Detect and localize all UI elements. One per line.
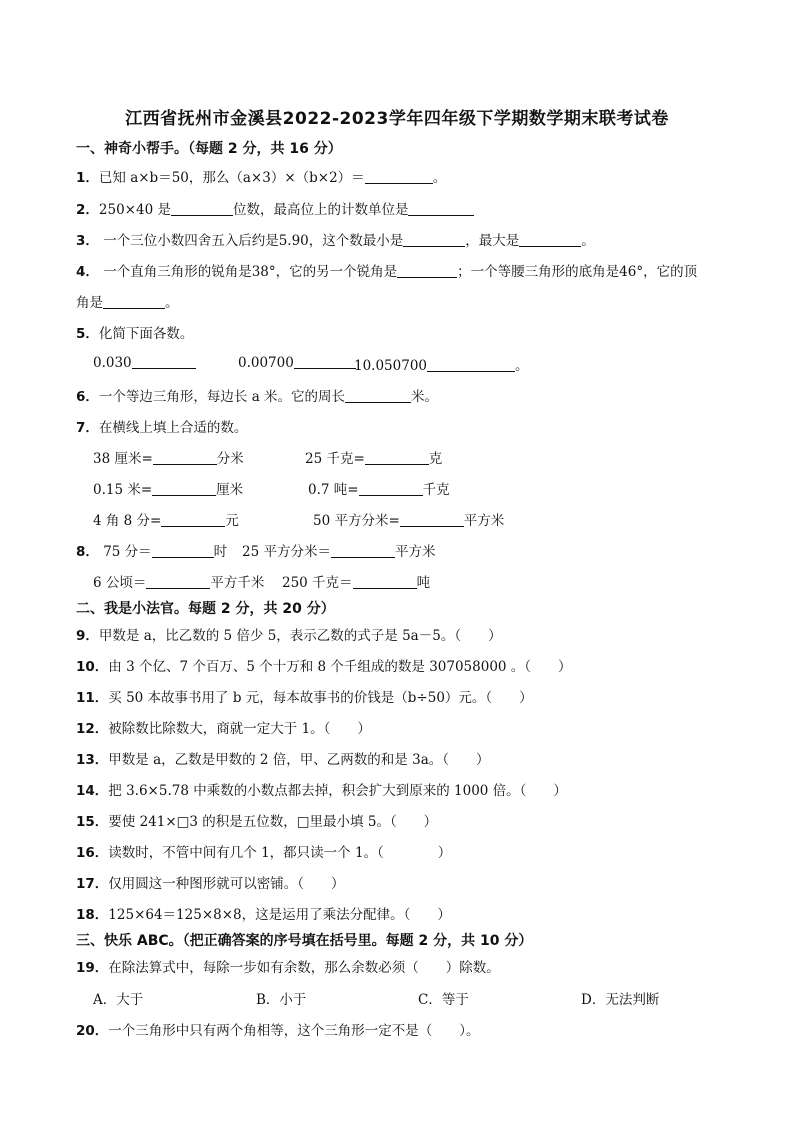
answer-blank[interactable] — [171, 201, 233, 216]
question-text: 位数，最高位上的计数单位是 — [232, 202, 409, 218]
item-value: 。 — [515, 358, 529, 374]
question-11 — [76, 686, 533, 706]
answer-blank[interactable] — [403, 232, 465, 247]
question-text: 。 — [432, 170, 447, 186]
q7-item — [93, 509, 239, 529]
question-number: 2． — [76, 202, 99, 218]
question-text: 由 3 个亿、7 个百万、5 个十万和 8 个千组成的数是 307058000 。（ ） — [108, 659, 572, 675]
question-text: 一个三角形中只有两个角相等，这个三角形一定不是（ ）。 — [108, 1023, 480, 1039]
q5-item-1 — [93, 354, 196, 371]
question-number: 12． — [76, 721, 109, 737]
option-a[interactable]: A．大于 — [93, 992, 144, 1008]
exam-title: 江西省抚州市金溪县2022-2023学年四年级下学期数学期末联考试卷 — [125, 109, 669, 129]
question-5 — [76, 322, 193, 342]
question-number: 10． — [76, 659, 109, 675]
question-17 — [76, 872, 345, 892]
question-text: 米。 — [411, 389, 439, 405]
item-text: 平方米 — [394, 544, 436, 560]
answer-blank[interactable] — [353, 574, 417, 589]
q7-item — [305, 447, 442, 467]
item-text: 38 厘米= — [93, 451, 153, 467]
question-number: 19． — [76, 960, 109, 976]
question-text: ；一个等腰三角形的底角是46°，它的顶 — [457, 264, 698, 280]
item-text: 75 分＝ — [98, 544, 152, 560]
question-text: 已知 a×b＝50，那么（a×3）×（b×2）＝ — [98, 170, 365, 186]
question-number: 11． — [76, 690, 109, 706]
question-number: 14． — [76, 783, 109, 799]
question-text: 一个等边三角形，每边长 a 米。它的周长 — [98, 389, 346, 405]
question-number: 20． — [76, 1023, 109, 1039]
item-text: 50 平方分米= — [313, 513, 400, 529]
question-number: 13． — [76, 752, 109, 768]
question-text: 一个三位小数四舍五入后约是5.90，这个数最小是 — [98, 233, 404, 249]
question-20 — [76, 1019, 480, 1039]
item-value: 0.00700 — [238, 355, 294, 371]
q8-item — [282, 571, 430, 591]
section-2-heading: 二、我是小法官。每题 2 分，共 20 分） — [76, 601, 335, 617]
question-number: 9． — [76, 628, 99, 644]
question-14 — [76, 779, 567, 799]
question-number: 8． — [76, 544, 99, 560]
answer-blank[interactable] — [146, 574, 210, 589]
answer-blank[interactable] — [519, 232, 581, 247]
answer-blank[interactable] — [427, 357, 515, 372]
question-12 — [76, 717, 371, 737]
question-text: 250×40 是 — [98, 202, 171, 218]
question-number: 6． — [76, 389, 99, 405]
item-text: 厘米 — [216, 482, 244, 498]
q7-item — [308, 478, 450, 498]
item-text: 平方米 — [463, 513, 505, 529]
question-text: 被除数比除数大，商就一定大于 1。（ ） — [108, 721, 371, 737]
section-3-heading: 三、快乐 ABC。（把正确答案的序号填在括号里。每题 2 分，共 10 分） — [76, 933, 533, 949]
answer-blank[interactable] — [345, 388, 411, 403]
item-text: 4 角 8 分= — [93, 513, 162, 529]
q8-item — [93, 571, 264, 591]
q8-item — [242, 540, 435, 560]
answer-blank[interactable] — [397, 263, 457, 278]
item-value: 10.050700 — [354, 358, 428, 374]
answer-blank[interactable] — [152, 481, 216, 496]
question-text: 。 — [165, 295, 179, 311]
question-number: 15． — [76, 814, 109, 830]
question-number: 4． — [76, 264, 99, 280]
question-text: 化简下面各数。 — [98, 326, 194, 342]
item-text: 时 — [213, 544, 228, 560]
item-text: 吨 — [416, 575, 431, 591]
question-19 — [76, 956, 500, 976]
question-3 — [76, 229, 595, 249]
item-text: 克 — [428, 451, 443, 467]
section-1-heading: 一、神奇小帮手。（每题 2 分，共 16 分） — [76, 141, 342, 157]
question-2 — [76, 198, 474, 218]
question-text: 在除法算式中，每除一步如有余数，那么余数必须（ ）除数。 — [108, 960, 500, 976]
question-text: 读数时，不管中间有几个 1，都只读一个 1。（ ） — [108, 845, 452, 861]
q5-item-2 — [238, 354, 356, 371]
item-text: 0.7 吨= — [308, 482, 359, 498]
item-text: 250 千克＝ — [282, 575, 353, 591]
question-text: 。 — [581, 233, 595, 249]
question-9 — [76, 624, 502, 644]
answer-blank[interactable] — [365, 169, 433, 184]
question-number: 3． — [76, 233, 99, 249]
question-text: 要使 241×□3 的积是五位数，□里最小填 5。（ ） — [108, 814, 438, 830]
question-15 — [76, 810, 437, 830]
question-8 — [76, 540, 227, 560]
question-13 — [76, 748, 490, 768]
question-text: 仅用圆这一种图形就可以密铺。（ ） — [108, 876, 345, 892]
item-text: 分米 — [216, 451, 244, 467]
answer-blank[interactable] — [294, 354, 356, 369]
answer-blank[interactable] — [161, 512, 225, 527]
answer-blank[interactable] — [365, 450, 429, 465]
question-text: 125×64＝125×8×8，这是运用了乘法分配律。（ ） — [108, 907, 451, 923]
option-b[interactable]: B．小于 — [256, 992, 307, 1008]
question-number: 18． — [76, 907, 109, 923]
item-value: 0.030 — [93, 355, 132, 371]
question-4 — [76, 260, 697, 280]
item-text: 25 千克= — [305, 451, 365, 467]
question-text: 一个直角三角形的锐角是38°，它的另一个锐角是 — [98, 264, 398, 280]
question-text: ，最大是 — [465, 233, 520, 249]
question-4-cont — [76, 291, 179, 311]
question-1 — [76, 166, 446, 186]
answer-blank[interactable] — [359, 481, 423, 496]
item-text: 千克 — [422, 482, 450, 498]
question-16 — [76, 841, 451, 861]
answer-blank[interactable] — [331, 543, 395, 558]
question-text: 角是 — [76, 295, 103, 311]
answer-blank[interactable] — [132, 354, 196, 369]
answer-blank[interactable] — [153, 450, 217, 465]
answer-blank[interactable] — [103, 294, 165, 309]
question-number: 7． — [76, 420, 99, 436]
answer-blank[interactable] — [152, 543, 214, 558]
question-text: 买 50 本故事书用了 b 元，每本故事书的价钱是（b÷50）元。（ ） — [108, 690, 533, 706]
question-text: 甲数是 a，比乙数的 5 倍少 5，表示乙数的式子是 5a－5。（ ） — [98, 628, 502, 644]
question-number: 1． — [76, 170, 99, 186]
option-c[interactable]: C．等于 — [418, 992, 469, 1008]
question-number: 17． — [76, 876, 109, 892]
question-6 — [76, 385, 438, 405]
q7-item — [313, 509, 504, 529]
item-text: 元 — [225, 513, 239, 529]
question-text: 在横线上填上合适的数。 — [98, 420, 248, 436]
question-10 — [76, 655, 572, 675]
question-text: 把 3.6×5.78 中乘数的小数点都去掉，积会扩大到原来的 1000 倍。（ ） — [108, 783, 567, 799]
item-text: 平方千米 — [210, 575, 265, 591]
q7-item — [93, 478, 243, 498]
question-7 — [76, 416, 247, 436]
question-18 — [76, 903, 451, 923]
item-text: 6 公顷＝ — [93, 575, 147, 591]
q5-item-3 — [354, 354, 529, 374]
question-number: 5． — [76, 326, 99, 342]
item-text: 0.15 米= — [93, 482, 153, 498]
item-text: 25 平方分米＝ — [242, 544, 331, 560]
question-number: 16． — [76, 845, 109, 861]
question-text: 甲数是 a，乙数是甲数的 2 倍，甲、乙两数的和是 3a。（ ） — [108, 752, 490, 768]
answer-blank[interactable] — [400, 512, 464, 527]
option-d[interactable]: D．无法判断 — [581, 992, 660, 1008]
q7-item — [93, 447, 244, 467]
answer-blank[interactable] — [408, 201, 474, 216]
